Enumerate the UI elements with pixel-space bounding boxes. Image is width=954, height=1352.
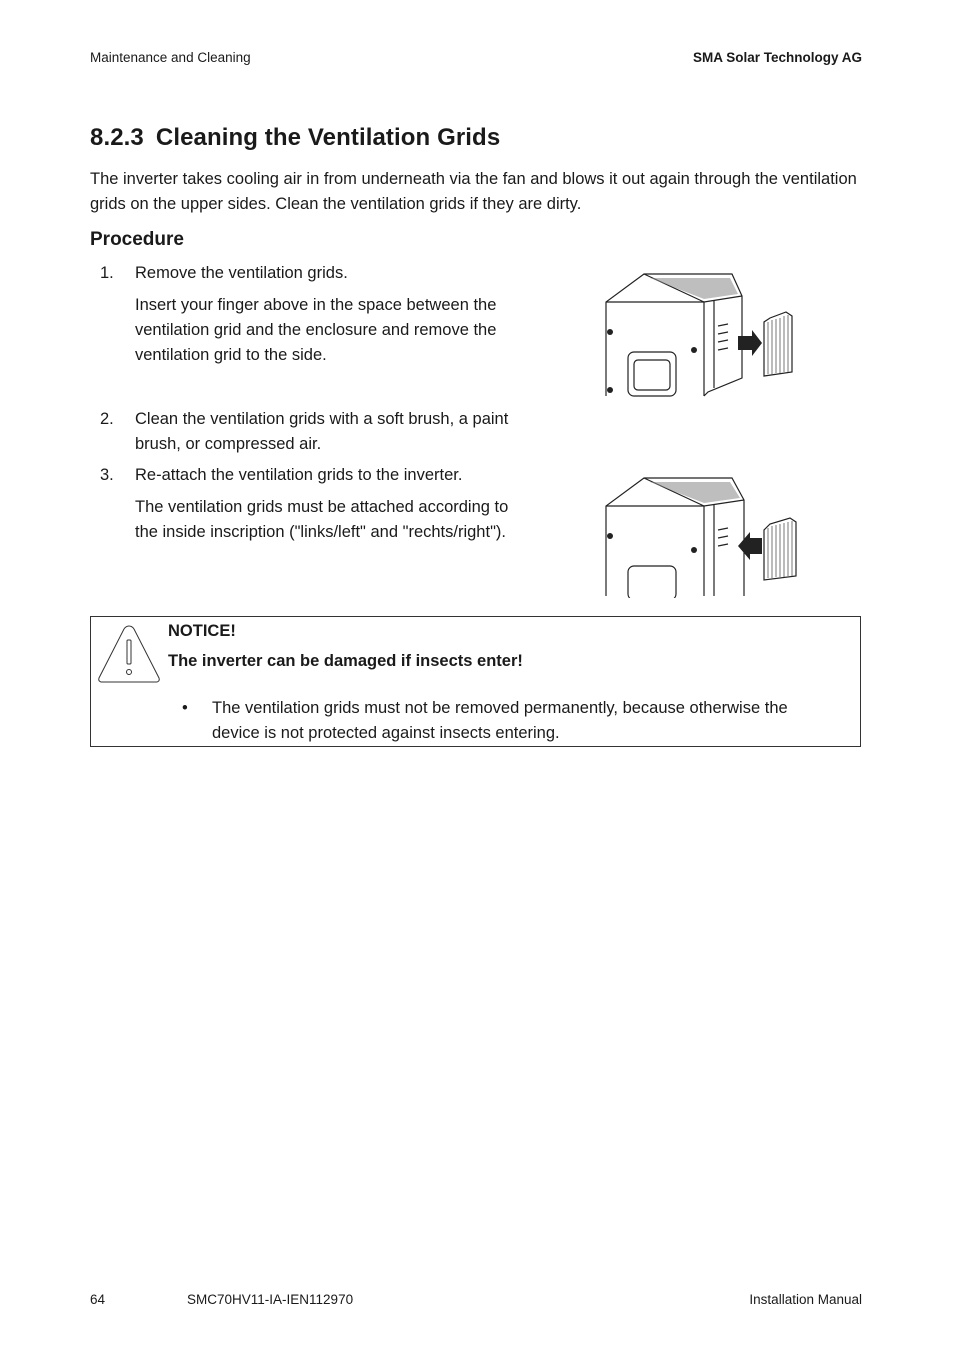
step-text: Clean the ventilation grids with a soft brush, a paint brush, or compressed air. xyxy=(135,410,509,453)
header-section: Maintenance and Cleaning xyxy=(90,50,251,65)
document-id: SMC70HV11-IA-IEN112970 xyxy=(187,1292,354,1307)
step-1 xyxy=(90,261,535,286)
section-title: Cleaning the Ventilation Grids xyxy=(155,124,501,151)
step-text: Remove the ventilation grids. xyxy=(135,264,348,282)
page-number: 64 xyxy=(90,1292,106,1307)
step-number: 1. xyxy=(100,264,114,282)
attach-grid-illustration xyxy=(604,474,804,598)
notice-subtitle: The inverter can be damaged if insects enter! xyxy=(168,652,523,670)
step-text: Re-attach the ventilation grids to the inverter. xyxy=(135,466,463,484)
header-company: SMA Solar Technology AG xyxy=(692,50,862,65)
step-3-detail: The ventilation grids must be attached according to the inside inscription ("links/left" and "rechts/right"). xyxy=(135,498,509,541)
page-title xyxy=(90,124,500,152)
warning-triangle-icon xyxy=(96,623,162,685)
step-3 xyxy=(90,463,535,488)
procedure-heading: Procedure xyxy=(90,229,184,250)
step-2 xyxy=(90,407,535,457)
notice-bullet-text: The ventilation grids must not be removed permanently, because otherwise the device is not protected against insects entering. xyxy=(212,699,788,742)
bullet-marker: • xyxy=(182,699,188,717)
step-number: 3. xyxy=(100,466,114,484)
section-number: 8.2.3 xyxy=(90,124,144,151)
intro-paragraph: The inverter takes cooling air in from underneath via the fan and blows it out again through the ventilation grids on the upper sides. Clean the ventilation grids if they are dirty. xyxy=(90,170,857,213)
manual-name: Installation Manual xyxy=(749,1292,862,1307)
notice-label: NOTICE! xyxy=(168,622,236,640)
step-1-detail: Insert your finger above in the space between the ventilation grid and the enclosure and remove the ventilation grid to the side. xyxy=(135,296,497,364)
remove-grid-illustration xyxy=(604,270,804,398)
notice-box xyxy=(90,616,861,747)
step-number: 2. xyxy=(100,410,114,428)
